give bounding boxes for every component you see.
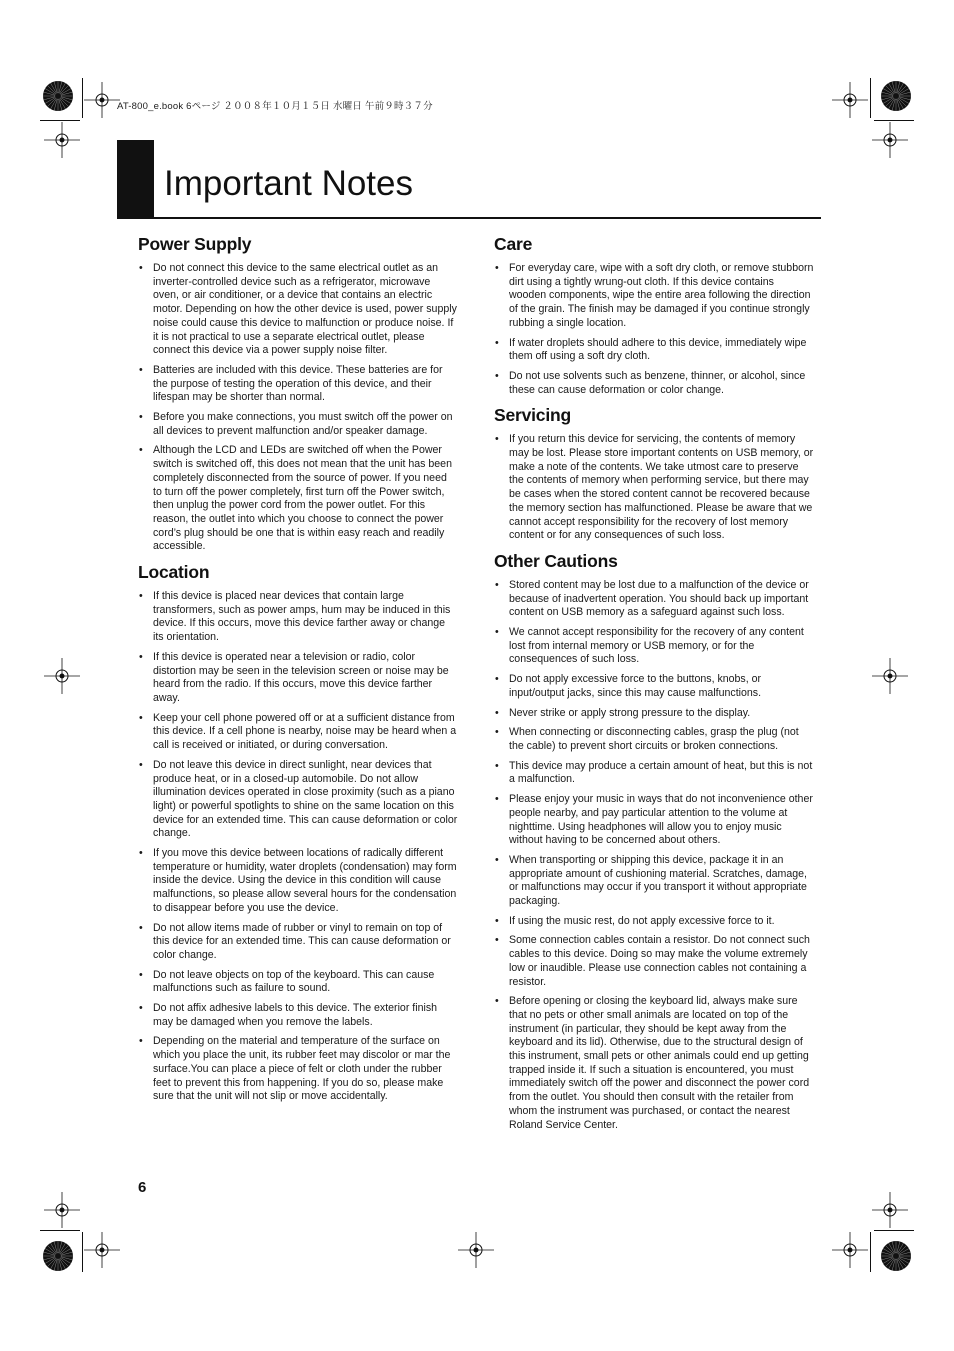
- list-item: • Do not allow items made of rubber or vinyl to remain on top of this device for an extended time. This can cause deformation or color change.: [138, 922, 458, 963]
- list-item: • Before opening or closing the keyboard lid, always make sure that no pets or other small animals are located on top of the instrument (in particular, they should be kept away from the keyboard and its lid). Otherwise, due to the structural design of this instrument, small pets or other animals could end up getting trapped inside it. If such a situation is encountered, you must immediately switch off the power and disconnect the power cord from the outlet. You should then consult with the retailer from whom the instrument was purchased, or contact the nearest Roland Service Center.: [494, 995, 814, 1132]
- crop-mark-line: [874, 1230, 914, 1231]
- list-item: • Stored content may be lost due to a malfunction of the device or because of inadvertent operation. You should back up important content on USB memory as a safeguard against such loss.: [494, 579, 814, 620]
- list-item: • Do not connect this device to the same electrical outlet as an inverter-controlled device such as a refrigerator, microwave oven, or air conditioner, or a device that contains an electric motor. Depending on how the other device is used, power supply noise could cause this device to malfunction or produce noise. If it is not practical to use a separate electrical outlet, please connect this device via a power supply noise filter.: [138, 262, 458, 358]
- registration-target-icon: [41, 1239, 75, 1273]
- title-block: [117, 140, 154, 218]
- list-item: • If this device is placed near devices that contain large transformers, such as power amps, hum may be induced in this device. If this occurs, move this device farther away or change its orientation.: [138, 590, 458, 645]
- list-item: • Batteries are included with this device. These batteries are for the purpose of testing the operation of this device, and their lifespan may be shorter than normal.: [138, 364, 458, 405]
- list-item: • Never strike or apply strong pressure to the display.: [494, 707, 814, 721]
- crosshair-mark-icon: [872, 658, 908, 694]
- list-item: • For everyday care, wipe with a soft dry cloth, or remove stubborn dirt using a tightly wrung-out cloth. If this device contains wooden components, wipe the entire area following the direction of the grain. The finish may be damaged if you continue strongly rubbing a single location.: [494, 262, 814, 331]
- crop-mark-line: [874, 120, 914, 121]
- list-item: • Do not leave this device in direct sunlight, near devices that produce heat, or in a closed-up automobile. Do not allow illumination devices operated in close proximity (such as a piano light) or powerful spotlights to shine on the same location on this device for an extended time. This can cause deformation or color change.: [138, 759, 458, 841]
- bullet-list: [138, 262, 458, 554]
- page-number: 6: [138, 1179, 147, 1196]
- section-servicing: [494, 403, 814, 543]
- bullet-list: [494, 262, 814, 397]
- list-item: • If water droplets should adhere to this device, immediately wipe them off using a soft dry cloth.: [494, 337, 814, 364]
- list-item: • This device may produce a certain amount of heat, but this is not a malfunction.: [494, 760, 814, 787]
- crosshair-mark-icon: [84, 82, 120, 118]
- list-item: • We cannot accept responsibility for the recovery of any content lost from internal memory or USB memory, or for the consequences of such loss.: [494, 626, 814, 667]
- list-item: • When transporting or shipping this device, package it in an appropriate amount of cushioning material. Scratches, damage, or malfunctions may occur if you transport it without appropriate packaging.: [494, 854, 814, 909]
- list-item: • Keep your cell phone powered off or at a sufficient distance from this device. If a cell phone is nearby, noise may be heard when a call is received or initiated, or during conversation.: [138, 712, 458, 753]
- section-heading: Servicing: [494, 405, 571, 426]
- crop-mark-line: [82, 1232, 83, 1272]
- crosshair-mark-icon: [84, 1232, 120, 1268]
- list-item: • If this device is operated near a television or radio, color distortion may be seen in the television screen or noise may be heard from the radio. If this occurs, move this device farther away.: [138, 651, 458, 706]
- bullet-list: [494, 433, 814, 543]
- section-heading: Power Supply: [138, 234, 252, 254]
- crop-mark-line: [40, 1230, 80, 1231]
- section-location: [138, 560, 458, 1104]
- right-column: [494, 232, 814, 1138]
- crosshair-mark-icon: [44, 122, 80, 158]
- list-item: • Please enjoy your music in ways that do not inconvenience other people nearby, and pay particular attention to the volume at nighttime. Using headphones will allow you to enjoy music without having to be concerned about others.: [494, 793, 814, 848]
- crop-mark-line: [870, 1232, 871, 1272]
- list-item: • Do not apply excessive force to the buttons, knobs, or input/output jacks, since this may cause malfunctions.: [494, 673, 814, 700]
- left-column: [138, 232, 458, 1110]
- list-item: • When connecting or disconnecting cables, grasp the plug (not the cable) to prevent short circuits or broken connections.: [494, 726, 814, 753]
- registration-target-icon: [879, 1239, 913, 1273]
- bullet-list: [138, 590, 458, 1104]
- section-heading: Other Cautions: [494, 550, 618, 571]
- section-other-cautions: [494, 549, 814, 1132]
- list-item: • Do not leave objects on top of the keyboard. This can cause malfunctions such as failure to sound.: [138, 969, 458, 996]
- list-item: • Depending on the material and temperature of the surface on which you place the unit, its rubber feet may discolor or mar the surface.You can place a piece of felt or cloth under the rubber feet to prevent this from happening. If you do so, please make sure that the unit will not slip or move accidentally.: [138, 1035, 458, 1104]
- section-power-supply: [138, 232, 458, 554]
- title-rule: [117, 217, 821, 219]
- crop-mark-line: [82, 78, 83, 118]
- list-item: • Some connection cables contain a resistor. Do not connect such cables to this device. Doing so may make the volume extremely low or inaudible. Please use connection cables not containing a resistor.: [494, 934, 814, 989]
- registration-target-icon: [879, 79, 913, 113]
- crop-mark-line: [870, 78, 871, 118]
- list-item: • If you return this device for servicing, the contents of memory may be lost. Please store important contents on USB memory, or make a note of the contents. We take utmost care to preserve the contents of memory when performing service, but there may be cases when the stored content cannot be recovered because the memory section has malfunctioned. Please be aware that we cannot accept responsibility for the recovery of lost memory content or for any consequences of such loss.: [494, 433, 814, 543]
- section-care: [494, 232, 814, 397]
- section-heading: Care: [494, 234, 533, 254]
- list-item: • Before you make connections, you must switch off the power on all devices to prevent malfunction and/or speaker damage.: [138, 411, 458, 438]
- registration-target-icon: [41, 79, 75, 113]
- crop-mark-line: [40, 120, 80, 121]
- crosshair-mark-icon: [872, 122, 908, 158]
- crosshair-mark-icon: [872, 1192, 908, 1228]
- crosshair-mark-icon: [458, 1232, 494, 1268]
- list-item: • Although the LCD and LEDs are switched off when the Power switch is switched off, this does not mean that the unit has been completely disconnected from the source of power. If you need to turn off the power completely, first turn off the Power switch, then unplug the power cord from the power outlet. For this reason, the outlet into which you choose to connect the power cord’s plug should be one that is within easy reach and readily accessible.: [138, 444, 458, 554]
- list-item: • Do not use solvents such as benzene, thinner, or alcohol, since these can cause deformation or color change.: [494, 370, 814, 397]
- crosshair-mark-icon: [44, 1192, 80, 1228]
- list-item: • If you move this device between locations of radically different temperature or humidity, water droplets (condensation) may form inside the device. Using the device in this condition will cause malfunctions, so please allow several hours for the condensation to disappear before you use the device.: [138, 847, 458, 916]
- crosshair-mark-icon: [832, 82, 868, 118]
- bullet-list: [494, 579, 814, 1132]
- list-item: • Do not affix adhesive labels to this device. The exterior finish may be damaged when you remove the labels.: [138, 1002, 458, 1029]
- crosshair-mark-icon: [44, 658, 80, 694]
- section-heading: Location: [138, 562, 210, 583]
- page-title: Important Notes: [164, 164, 413, 203]
- crosshair-mark-icon: [832, 1232, 868, 1268]
- list-item: • If using the music rest, do not apply excessive force to it.: [494, 915, 814, 929]
- print-header: AT-800_e.book 6ページ ２００８年１０月１５日 水曜日 午前９時３７分: [117, 101, 433, 112]
